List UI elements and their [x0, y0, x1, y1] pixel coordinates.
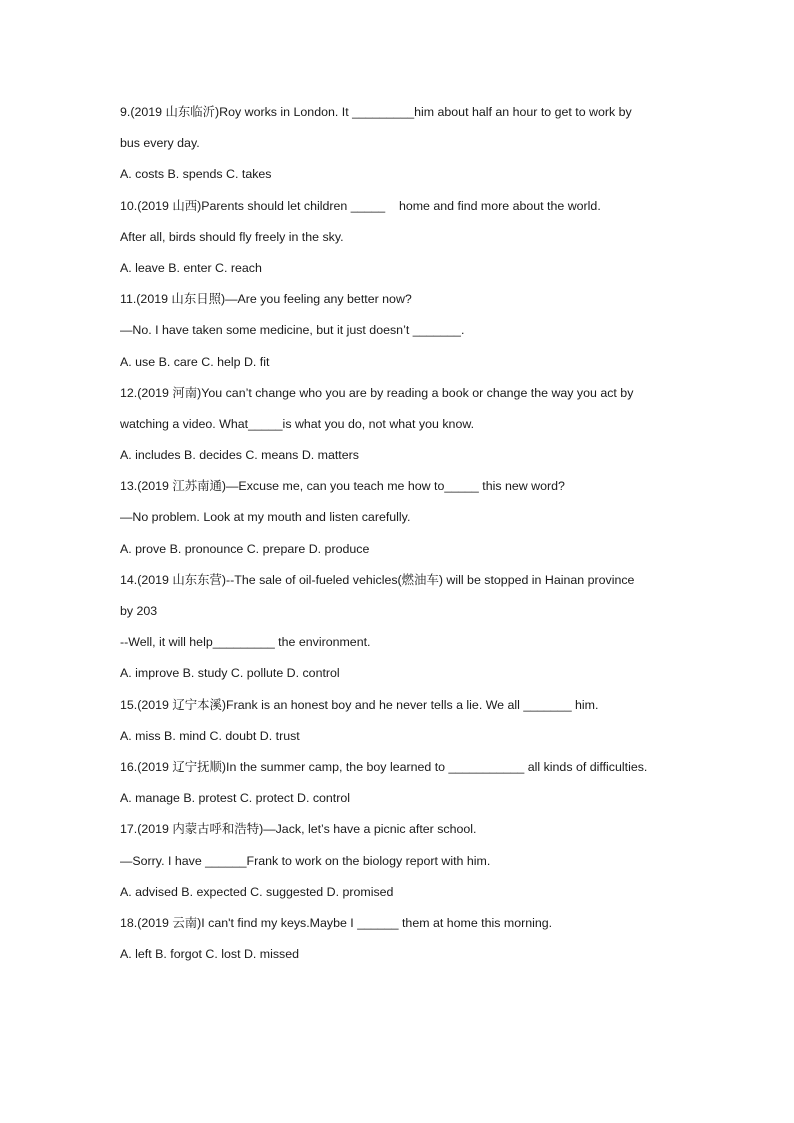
q9-stem-line-2: bus every day. — [120, 136, 200, 151]
q12-options: A. includes B. decides C. means D. matters — [120, 448, 359, 463]
q14-options: A. improve B. study C. pollute D. control — [120, 666, 340, 681]
q17-options: A. advised B. expected C. suggested D. promised — [120, 884, 394, 899]
q16-stem: 16.(2019 辽宁抚顺)In the summer camp, the boy learned to ___________ all kinds of difficulties. — [120, 759, 648, 774]
q13-options: A. prove B. pronounce C. prepare D. produce — [120, 541, 370, 556]
q13-stem-line-2: —No problem. Look at my mouth and listen carefully. — [120, 510, 411, 525]
q12-stem-line-1: 12.(2019 河南)You can’t change who you are by reading a book or change the way you act by — [120, 385, 634, 400]
q18-options: A. left B. forgot C. lost D. missed — [120, 947, 300, 962]
q11-stem-line-1: 11.(2019 山东日照)—Are you feeling any better now? — [120, 292, 412, 307]
q10-options: A. leave B. enter C. reach — [120, 260, 262, 275]
q13-stem-line-1: 13.(2019 江苏南通)—Excuse me, can you teach me how to_____ this new word? — [120, 479, 565, 494]
q14-stem-line-2: by 203 — [120, 604, 158, 618]
q11-stem-line-2: —No. I have taken some medicine, but it just doesn’t _______. — [120, 323, 465, 338]
q14-stem-line-1: 14.(2019 山东东营)--The sale of oil-fueled vehicles(燃油车) will be stopped in Hainan province — [120, 572, 635, 587]
q16-options: A. manage B. protest C. protect D. control — [120, 791, 351, 806]
q15-stem: 15.(2019 辽宁本溪)Frank is an honest boy and he never tells a lie. We all _______ him. — [120, 697, 599, 712]
q10-stem-line-2: After all, birds should fly freely in the sky. — [120, 229, 344, 244]
q10-stem-line-1: 10.(2019 山西)Parents should let children _____ home and find more about the world. — [120, 198, 601, 213]
q17-stem-line-1: 17.(2019 内蒙古呼和浩特)—Jack, let’s have a picnic after school. — [120, 822, 477, 837]
q12-stem-line-2: watching a video. What_____is what you do, not what you know. — [120, 416, 475, 431]
q18-stem: 18.(2019 云南)I can't find my keys.Maybe I ______ them at home this morning. — [120, 915, 553, 930]
q15-options: A. miss B. mind C. doubt D. trust — [120, 728, 300, 743]
q9-stem-line-1: 9.(2019 山东临沂)Roy works in London. It _________him about half an hour to get to work by — [120, 105, 632, 119]
q17-stem-line-2: —Sorry. I have ______Frank to work on the biology report with him. — [120, 853, 491, 868]
q9-options: A. costs B. spends C. takes — [120, 167, 272, 182]
q14-stem-line-3: --Well, it will help_________ the environment. — [120, 635, 371, 650]
q11-options: A. use B. care C. help D. fit — [120, 354, 270, 369]
question-list — [120, 101, 720, 974]
